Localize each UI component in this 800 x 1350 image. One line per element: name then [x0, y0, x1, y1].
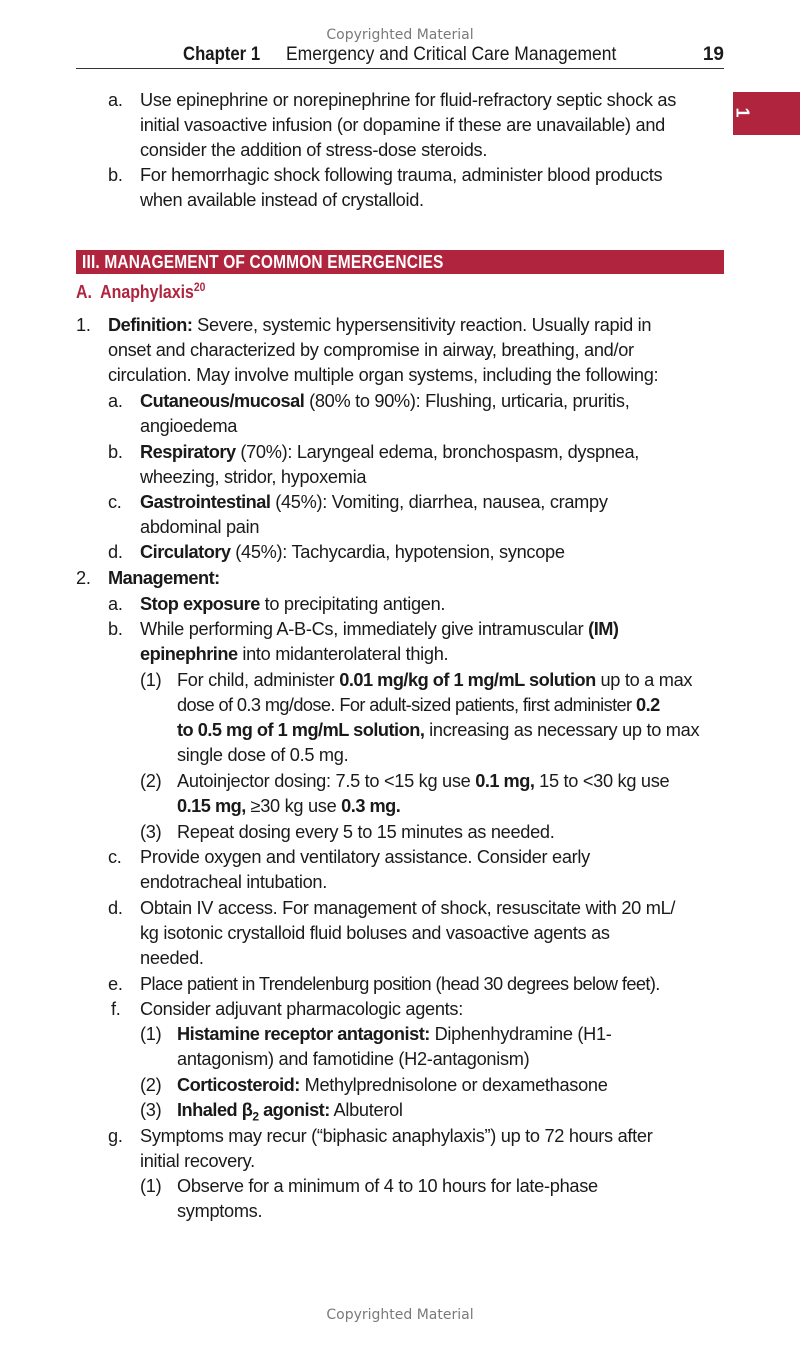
chapter-label: Chapter 1	[183, 44, 261, 65]
list-item-text: needed.	[140, 948, 204, 968]
term: Gastrointestinal	[140, 492, 271, 512]
term: Management:	[108, 568, 220, 588]
term: Stop exposure	[140, 594, 260, 614]
text: Severe, systemic hypersensitivity reaction. Usually rapid in	[192, 315, 652, 335]
text: dose of 0.3 mg/dose. For adult-sized patients, first administer	[177, 695, 636, 715]
sub-item	[177, 1073, 608, 1099]
subsection-label: A.	[76, 281, 92, 303]
term	[177, 1100, 330, 1124]
subscript: 2	[252, 1109, 259, 1124]
list-item-text: Provide oxygen and ventilatory assistance. Consider early	[140, 847, 590, 867]
sub-item-text: Observe for a minimum of 4 to 10 hours for late-phase	[177, 1176, 598, 1196]
dose: 0.01 mg/kg of 1 mg/mL solution	[339, 670, 596, 690]
list-item-text: wheezing, stridor, hypoxemia	[140, 467, 367, 487]
text: Diphenhydramine (H1-	[429, 1024, 612, 1044]
list-item-text: Place patient in Trendelenburg position (head 30 degrees below feet).	[140, 974, 660, 994]
list-label: (1)	[140, 670, 162, 690]
definition-term: Definition:	[108, 315, 193, 335]
copyright-watermark-top: Copyrighted Material	[326, 27, 474, 43]
text: (45%): Tachycardia, hypotension, syncope	[230, 542, 565, 562]
list-label: (3)	[140, 822, 162, 842]
list-item	[140, 617, 618, 643]
term: Respiratory	[140, 442, 236, 462]
text: to precipitating antigen.	[259, 594, 446, 614]
text: 15 to <30 kg use	[534, 771, 670, 791]
list-item	[140, 440, 639, 466]
list-label: d.	[108, 542, 123, 562]
list-number: 2.	[76, 568, 91, 588]
term: epinephrine	[140, 644, 238, 664]
text: ≥30 kg use	[245, 796, 342, 816]
text: Methylprednisolone or dexamethasone	[299, 1075, 608, 1095]
text: While performing A-B-Cs, immediately give intramuscular	[140, 619, 589, 639]
list-item-text: consider the addition of stress-dose steroids.	[140, 140, 488, 160]
list-label: b.	[108, 619, 123, 639]
list-item	[140, 389, 629, 415]
list-label: (1)	[140, 1024, 162, 1044]
list-label: b.	[108, 165, 123, 185]
section-heading: III. MANAGEMENT OF COMMON EMERGENCIES	[82, 252, 444, 272]
list-item-text: Use epinephrine or norepinephrine for fluid-refractory septic shock as	[140, 90, 677, 110]
term: Cutaneous/mucosal	[140, 391, 305, 411]
list-item	[140, 540, 565, 566]
text: up to a max	[595, 670, 693, 690]
list-label: d.	[108, 898, 123, 918]
list-label: (3)	[140, 1100, 162, 1120]
term: (IM)	[588, 619, 619, 639]
term-text: Inhaled β	[177, 1100, 253, 1120]
text: (70%): Laryngeal edema, bronchospasm, dyspnea,	[235, 442, 640, 462]
text: Autoinjector dosing: 7.5 to <15 kg use	[177, 771, 476, 791]
definition-line: onset and characterized by compromise in airway, breathing, and/or	[108, 340, 634, 360]
sub-item	[177, 1022, 612, 1048]
list-label: f.	[111, 999, 121, 1019]
reference-superscript: 20	[193, 280, 206, 294]
list-label: (1)	[140, 1176, 162, 1196]
sub-item-text: single dose of 0.5 mg.	[177, 745, 349, 765]
term: Histamine receptor antagonist:	[177, 1024, 430, 1044]
list-item-text: initial recovery.	[140, 1151, 255, 1171]
running-head	[76, 42, 724, 69]
dose: 0.2	[635, 695, 660, 715]
list-item-text: when available instead of crystalloid.	[140, 190, 424, 210]
definition-line: circulation. May involve multiple organ systems, including the following:	[108, 365, 659, 385]
page-number: 19	[702, 44, 724, 65]
management-heading	[108, 566, 220, 592]
subsection-title: Anaphylaxis	[100, 281, 194, 303]
list-label: a.	[108, 391, 123, 411]
sub-item-text: symptoms.	[177, 1201, 263, 1221]
term: Circulatory	[140, 542, 231, 562]
list-label: c.	[108, 492, 122, 512]
list-item-text: For hemorrhagic shock following trauma, administer blood products	[140, 165, 663, 185]
sub-item	[177, 718, 699, 744]
text: (80% to 90%): Flushing, urticaria, pruritis,	[304, 391, 630, 411]
sub-item	[177, 668, 692, 694]
list-label: (2)	[140, 771, 162, 791]
term: Corticosteroid:	[177, 1075, 300, 1095]
list-label: e.	[108, 974, 123, 994]
text: Albuterol	[329, 1100, 403, 1120]
list-item-text: angioedema	[140, 416, 238, 436]
list-item-text: Obtain IV access. For management of shock, resuscitate with 20 mL/	[140, 898, 676, 918]
list-label: b.	[108, 442, 123, 462]
list-label: a.	[108, 594, 123, 614]
list-item	[140, 642, 448, 668]
list-label: a.	[108, 90, 123, 110]
text: into midanterolateral thigh.	[237, 644, 449, 664]
thumb-tab-label: 1	[732, 107, 753, 118]
list-label: (2)	[140, 1075, 162, 1095]
list-item-text: abdominal pain	[140, 517, 260, 537]
list-item-text: Consider adjuvant pharmacologic agents:	[140, 999, 463, 1019]
sub-item	[177, 769, 669, 795]
subsection-heading	[76, 280, 205, 303]
text: For child, administer	[177, 670, 340, 690]
sub-item	[177, 794, 400, 820]
list-number: 1.	[76, 315, 91, 335]
dose: 0.3 mg.	[341, 796, 401, 816]
list-label: g.	[108, 1126, 123, 1146]
sub-item-text: Repeat dosing every 5 to 15 minutes as needed.	[177, 822, 555, 842]
list-item-text: initial vasoactive infusion (or dopamine if these are unavailable) and	[140, 115, 665, 135]
sub-item	[177, 693, 660, 719]
list-item	[140, 592, 445, 618]
list-label: c.	[108, 847, 122, 867]
text: increasing as necessary up to max	[424, 720, 700, 740]
dose: 0.15 mg,	[177, 796, 246, 816]
chapter-thumb-tab	[733, 92, 800, 135]
chapter-title: Emergency and Critical Care Management	[286, 44, 617, 65]
section-heading-bar	[76, 250, 724, 274]
dose: to 0.5 mg of 1 mg/mL solution,	[177, 720, 425, 740]
list-item	[140, 490, 608, 516]
copyright-watermark-bottom: Copyrighted Material	[326, 1307, 474, 1323]
sub-item-text: antagonism) and famotidine (H2-antagonism)	[177, 1049, 530, 1069]
dose: 0.1 mg,	[475, 771, 535, 791]
list-item-text: Symptoms may recur (“biphasic anaphylaxis”) up to 72 hours after	[140, 1126, 653, 1146]
list-item-text: kg isotonic crystalloid fluid boluses and vasoactive agents as	[140, 923, 610, 943]
definition-line	[108, 313, 651, 339]
list-item-text: endotracheal intubation.	[140, 872, 327, 892]
text: (45%): Vomiting, diarrhea, nausea, crampy	[270, 492, 608, 512]
term-text: agonist:	[258, 1100, 330, 1120]
